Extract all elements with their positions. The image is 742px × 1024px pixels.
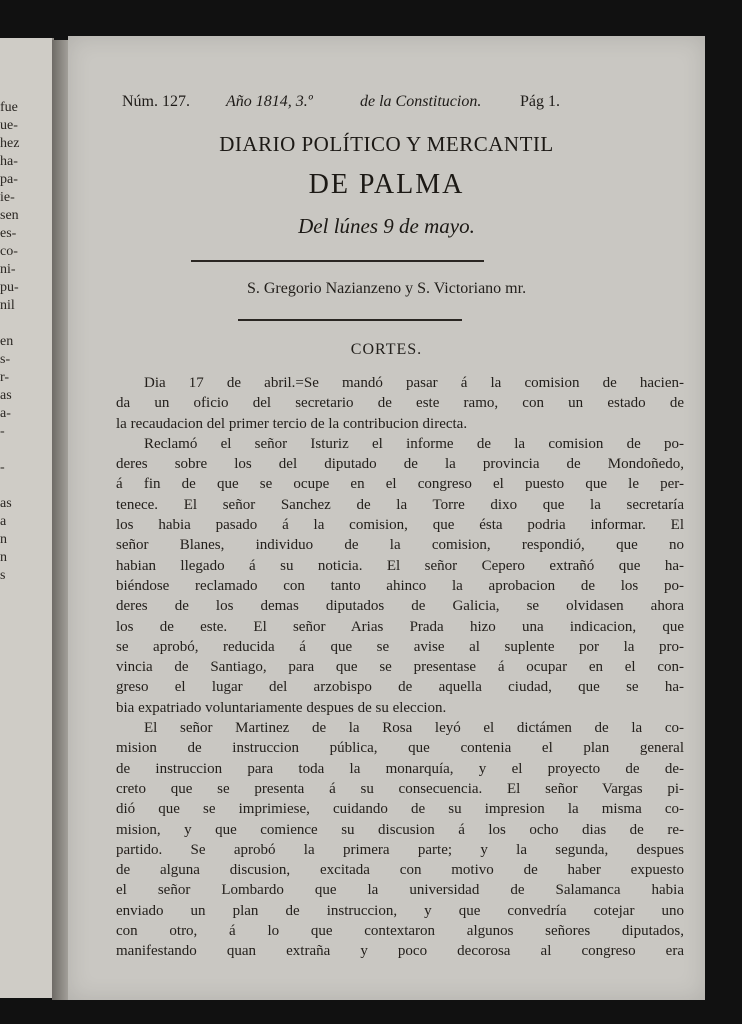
divider-rule [238,319,462,321]
text-line: bia expatriado voluntariamente despues de su eleccion. [116,699,447,716]
left-page-fragment: ue- [0,118,18,133]
text-line: vincia de Santiago, para que se presentase á ocupar en el con- [116,659,684,676]
left-page-fragment: n [0,550,7,565]
left-page-fragment: ni- [0,262,16,277]
text-line: Dia 17 de abril.=Se mandó pasar á la comision de hacien- [144,375,684,391]
divider-rule [191,260,484,262]
left-page-fragment: ie- [0,190,15,205]
left-page-fragment: a [0,514,7,529]
left-page-fragment: pa- [0,172,18,187]
saints-of-day: S. Gregorio Nazianzeno y S. Victoriano mr. [246,280,527,297]
left-page-fragment: es- [0,226,17,241]
left-page-fragment: ha- [0,154,18,169]
issue-number: Núm. 127. [122,93,190,110]
left-page-fragment: pu- [0,280,19,295]
text-line: se aprobó, reducida á que se avise al suplente por la pro- [116,638,684,655]
text-line: mision, y que comience su discusion á los ocho dias de re- [116,821,684,838]
text-line: biéndose reclamado con tanto ahinco la aprobacion de los po- [116,577,684,594]
left-page-fragment: - [0,460,5,475]
text-line: los de este. El señor Arias Prada hizo una indicacion, que [116,618,684,635]
left-page-fragment: hez [0,136,20,151]
issue-year: Año 1814, 3.º [226,93,313,110]
page-number: Pág 1. [520,93,560,110]
masthead-title: DIARIO POLÍTICO Y MERCANTIL [219,132,554,156]
issue-date: Del lúnes 9 de mayo. [298,214,475,238]
text-line: partido. Se aprobó la primera parte; y la segunda, despues [116,841,684,858]
text-line: de instruccion para toda la monarquía, y el proyecto de de- [116,760,684,777]
text-line: El señor Martinez de la Rosa leyó el dictámen de la co- [144,720,684,737]
article-body [116,373,684,962]
left-page-fragment: r- [0,370,10,385]
text-line: habian llegado á su noticia. El señor Cepero extrañó que ha- [116,557,684,574]
text-line: la recaudacion del primer tercio de la contribucion directa. [116,415,468,432]
text-line: los habia pasado á la comision, que ésta podria informar. El [116,517,684,534]
left-page-fragment: as [0,388,12,403]
text-line: de alguna discusion, excitada con motivo de haber expuesto [116,862,684,879]
text-line: manifestando quan extraña y poco decorosa al congreso era [116,943,684,960]
text-line: el señor Lombardo que la universidad de Salamanca habia [116,882,684,899]
text-line: tenece. El señor Sanchez de la Torre dixo que la secretaría [116,496,684,513]
text-line: deres sobre los del diputado de la provincia de Mondoñedo, [116,456,684,473]
text-line: da un oficio del secretario de este ramo, con un estado de [116,395,684,412]
text-line: Reclamó el señor Isturiz el informe de la comision de po- [144,435,684,452]
left-page-fragment: co- [0,244,18,259]
text-line: mision de instruccion pública, que contenia el plan general [116,740,684,757]
left-page-fragment: s [0,568,6,583]
left-page-fragment: s- [0,352,11,367]
text-line: con otro, á lo que contextaron algunos señores diputados, [116,923,684,940]
left-page-fragment: a- [0,406,11,421]
left-page-fragment: nil [0,298,15,313]
left-page-fragment: sen [0,208,19,223]
left-page-fragment: fue [0,100,18,115]
constitution-label: de la Constitucion. [360,93,482,110]
left-page [0,38,54,998]
text-line: enviado un plan de instruccion, y que convedría cotejar uno [116,902,684,919]
text-line: creto que se presenta á su consecuencia. El señor Vargas pi- [116,780,684,797]
masthead-city: DE PALMA [308,169,465,200]
newspaper-page [68,36,705,1000]
text-line: greso el lugar del arzobispo de aquella ciudad, que se ha- [116,679,684,696]
left-page-fragment: en [0,334,14,349]
text-line: señor Blanes, individuo de la comision, respondió, que no [116,537,684,554]
left-page-fragment: as [0,496,12,511]
section-heading: CORTES. [350,341,423,358]
text-line: á fin de que se ocupe en el congreso el puesto que le per- [116,476,684,493]
text-line: dió que se imprimiese, cuidando de su impresion la misma co- [116,801,684,818]
text-line: deres de los demas diputados de Galicia, se olvidasen ahora [116,598,684,615]
left-page-fragment: n [0,532,7,547]
left-page-fragment: - [0,424,5,439]
